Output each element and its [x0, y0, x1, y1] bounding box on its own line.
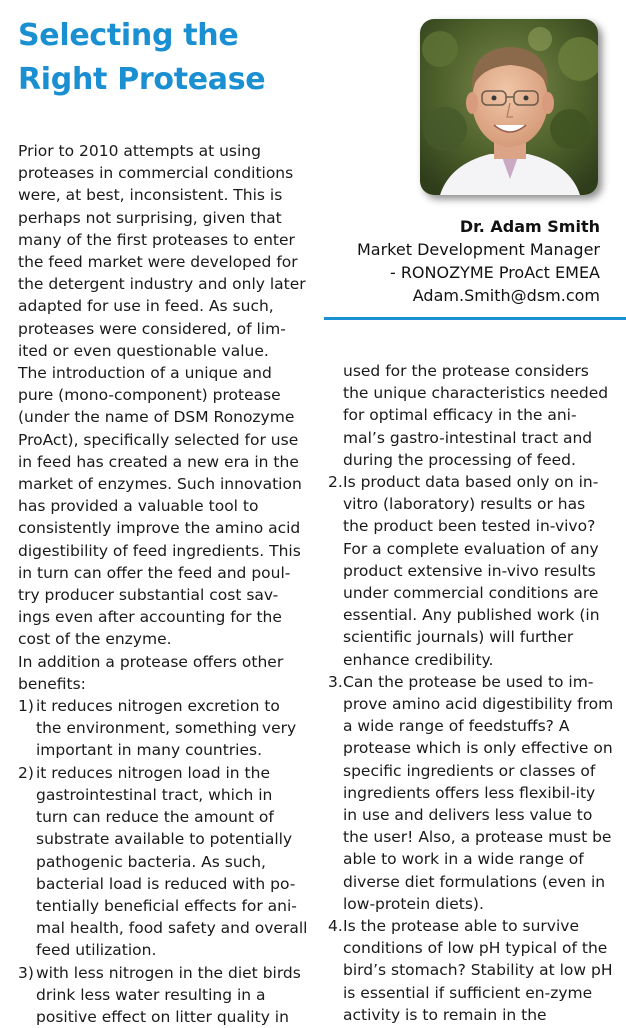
- author-role: Market Development Manager: [356, 240, 600, 259]
- author-portrait-image: [420, 19, 598, 195]
- right-column: [328, 360, 614, 1026]
- article-title: Selecting the Right Protease: [18, 18, 266, 97]
- author-photo: [420, 19, 598, 195]
- list-item: [328, 471, 614, 671]
- list-item: [18, 695, 308, 762]
- list-number: 2.: [328, 473, 343, 492]
- author-name: Dr. Adam Smith: [459, 217, 600, 236]
- list-number: 3): [18, 963, 34, 982]
- list-number: 1): [18, 697, 34, 716]
- body-paragraph: The introduction of a unique and pure (mono-component) protease (under the name of DSM Ronozyme ProAct), specifically selected for use in feed has created a new era in the market of enzymes. Such innovation has provided a valuable tool to consistently improve the amino acid digestibility of feed ingredients. This in turn can offer the feed and poul-try producer substantial cost sav-ings even after accounting for the cost of the enzyme.: [18, 364, 302, 649]
- benefits-lead: In addition a protease offers other benefits:: [18, 652, 284, 693]
- list-number: 4.: [328, 917, 343, 936]
- author-email: Adam.Smith@dsm.com: [412, 286, 600, 305]
- list-item: [328, 915, 614, 1026]
- author-division: - RONOZYME ProAct EMEA: [389, 263, 600, 282]
- list-text: it reduces nitrogen excretion to the environment, something very important in many countries.: [36, 697, 297, 760]
- list-number: 3.: [328, 672, 343, 691]
- intro-paragraph: Prior to 2010 attempts at using proteases in commercial conditions were, at best, inconsistent. This is perhaps not surprising, given that many of the first proteases to enter the feed market were developed for the detergent industry and only later adapted for use in feed. As such, proteases were considered, of lim-ited or even questionable value.: [18, 142, 306, 360]
- author-info: [357, 215, 600, 307]
- list-text: Is product data based only on in-vitro (laboratory) results or has the product been tested in-vivo? For a complete evaluation of any product extensive in-vivo results under commercial conditions are essential. Any published work (in scientific journals) will further enhance credibility.: [343, 473, 600, 669]
- list-item: [18, 962, 308, 1028]
- list-item: [328, 671, 614, 915]
- left-column: [18, 140, 308, 1028]
- section-divider: [324, 317, 626, 320]
- list-text: it reduces nitrogen load in the gastrointestinal tract, which in turn can reduce the amount of substrate available to potentially pathogenic bacteria. As such, bacterial load is reduced with po-tentially beneficial effects for ani-mal health, food safety and overall feed utilization.: [36, 763, 308, 960]
- list-text: with less nitrogen in the diet birds drink less water resulting in a positive effect on litter quality in: [36, 963, 301, 1026]
- continuation-paragraph: used for the protease considers the unique characteristics needed for optimal efficacy in the ani-mal’s gastro-intestinal tract and during the processing of feed.: [343, 362, 609, 469]
- list-text: Is the protease able to survive conditions of low pH typical of the bird’s stomach? Stability at low pH is essential if sufficient en-zyme activity is to remain in the: [343, 917, 613, 1024]
- list-item: [18, 762, 308, 962]
- list-number: 2): [18, 763, 34, 782]
- list-text: Can the protease be used to im-prove amino acid digestibility from a wide range of feedstuffs? A protease which is only effective on specific ingredients or classes of ingredients offers less flexibil-ity in use and delivers less value to the user! Also, a protease must be able to work in a wide range of diverse diet formulations (even in low-protein diets).: [343, 672, 614, 913]
